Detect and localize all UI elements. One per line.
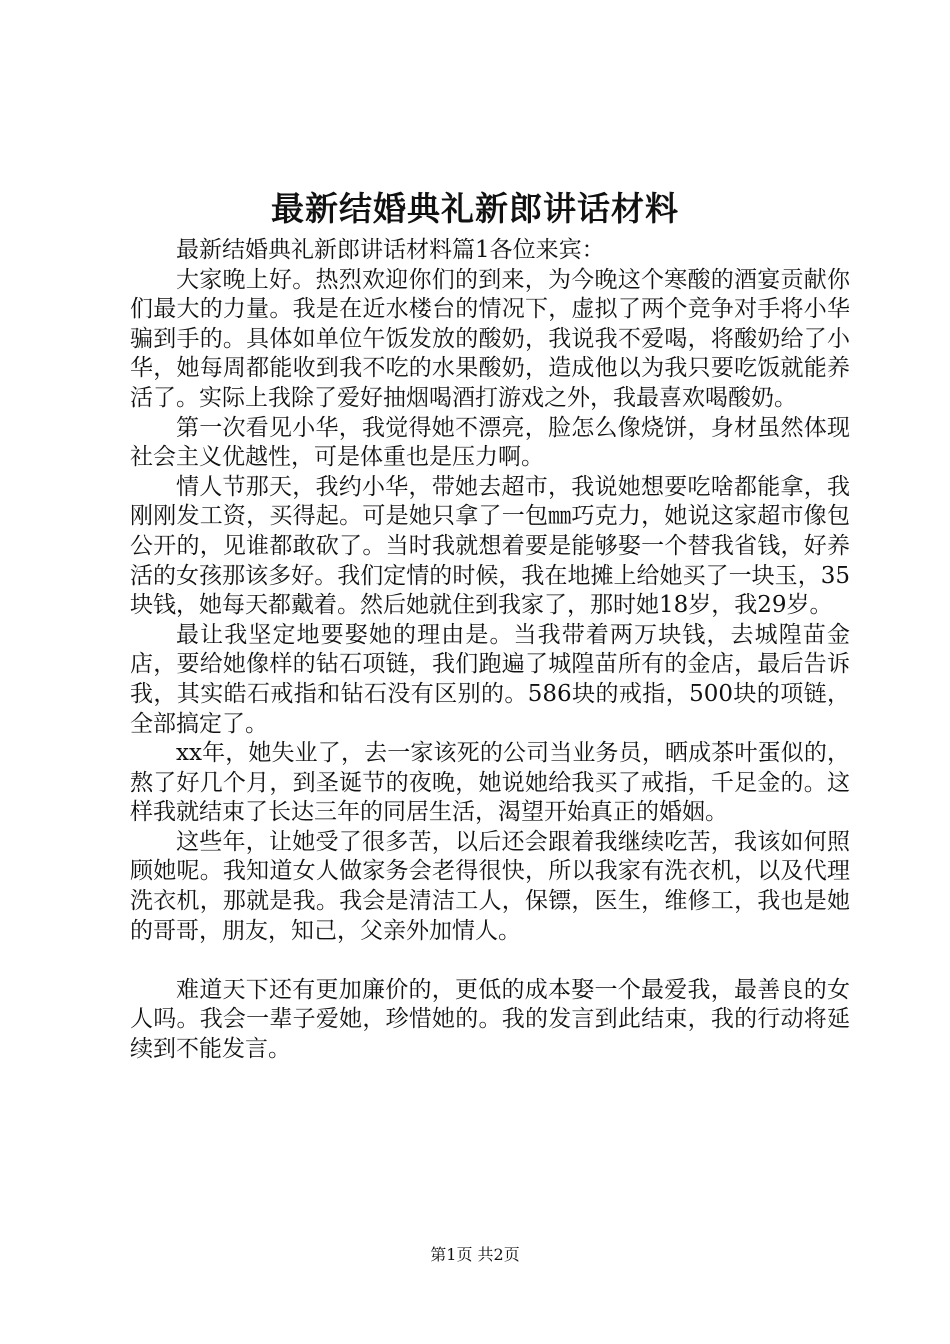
- paragraph-greeting: 大家晚上好。热烈欢迎你们的到来，为今晚这个寒酸的酒宴贡献你们最大的力量。我是在近水楼台的情况下，虚拟了两个竞争对手将小华骗到手的。具体如单位午饭发放的酸奶，我说我不爱喝，将酸奶给了小华，她每周都能收到我不吃的水果酸奶，造成他以为我只要吃饭就能养活了。实际上我除了爱好抽烟喝酒打游戏之外，我最喜欢喝酸奶。: [130, 266, 850, 411]
- paragraph-reason: 最让我坚定地要娶她的理由是。当我带着两万块钱，去城隍苗金店，要给她像样的钻石项链，我们跑遍了城隍苗所有的金店，最后告诉我，其实皓石戒指和钻石没有区别的。586块的戒指，500块的项链，全部搞定了。: [130, 621, 850, 737]
- page-footer: 第1页 共2页: [430, 1245, 520, 1264]
- paragraph-first-meeting: 第一次看见小华，我觉得她不漂亮，脸怎么像烧饼，身材虽然体现社会主义优越性，可是体重也是压力啊。: [130, 414, 850, 471]
- paragraph-intro: 最新结婚典礼新郎讲话材料篇1各位来宾：: [176, 237, 605, 263]
- paragraph-closing: 难道天下还有更加廉价的，更低的成本娶一个最爱我，最善良的女人吗。我会一辈子爱她，珍惜她的。我的发言到此结束，我的行动将延续到不能发言。: [130, 976, 850, 1063]
- document-title: 最新结婚典礼新郎讲话材料: [271, 189, 679, 228]
- paragraph-care: 这些年，让她受了很多苦，以后还会跟着我继续吃苦，我该如何照顾她呢。我知道女人做家务会老得很快，所以我家有洗衣机，以及代理洗衣机，那就是我。我会是清洁工人，保镖，医生，维修工，我也是她的哥哥，朋友，知己，父亲外加情人。: [130, 828, 850, 944]
- paragraph-valentines: 情人节那天，我约小华，带她去超市，我说她想要吃啥都能拿，我刚刚发工资，买得起。可是她只拿了一包㎜巧克力，她说这家超市像包公开的，见谁都敢砍了。当时我就想着要是能够娶一个替我省钱，好养活的女孩那该多好。我们定情的时候，我在地摊上给她买了一块玉，35块钱，她每天都戴着。然后她就住到我家了，那时她18岁，我29岁。: [130, 473, 850, 619]
- paragraph-unemployed: xx年，她失业了，去一家该死的公司当业务员，晒成茶叶蛋似的，熬了好几个月，到圣诞节的夜晚，她说她给我买了戒指，千足金的。这样我就结束了长达三年的同居生活，渴望开始真正的婚姻。: [130, 740, 850, 826]
- paragraph-spacer: [130, 946, 850, 976]
- document-body: [130, 236, 850, 1065]
